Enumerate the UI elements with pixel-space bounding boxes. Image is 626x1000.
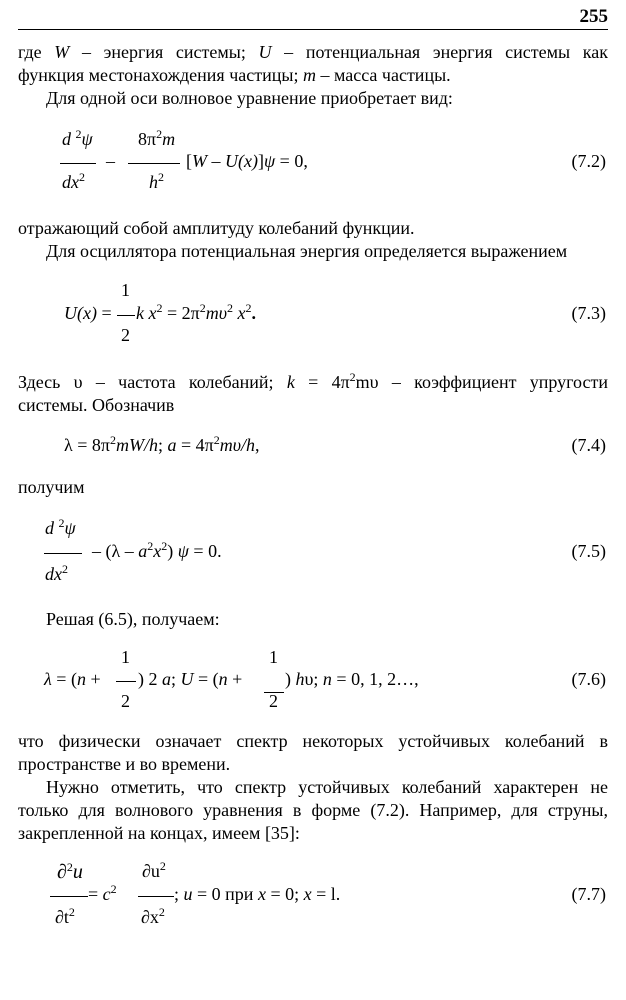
eq72-frac-bar-1 bbox=[60, 163, 96, 164]
eq75-frac-bar bbox=[44, 553, 82, 554]
eq75-num: d $^2$ψ bbox=[45, 516, 76, 538]
paragraph-6: получим bbox=[18, 477, 85, 497]
eq76-frac2-den: 2 bbox=[269, 691, 278, 711]
eq77-den2: $\partial x^2$ bbox=[141, 905, 165, 927]
eq75-den: $dx^2$ bbox=[45, 562, 68, 584]
eq76-part1: λ = (n + bbox=[44, 669, 101, 689]
eq73-frac-bar bbox=[117, 315, 135, 316]
paragraph-8-line-1: что физически означает спектр некоторых устойчивых колебаний в bbox=[18, 731, 608, 751]
eq72-num2: $8\pi^2m$ bbox=[138, 127, 176, 149]
eq72-den1: $dx^2$ bbox=[62, 170, 85, 192]
eq72-minus: – bbox=[106, 151, 115, 171]
eq76-frac1-num: 1 bbox=[121, 647, 130, 667]
eq76-frac2-num: 1 bbox=[269, 647, 278, 667]
paragraph-9-line-2: только для волнового уравнения в форме (7.2). Например, для струны, bbox=[18, 800, 608, 820]
paragraph-9-line-1: Нужно отметить, что спектр устойчивых колебаний характерен не bbox=[46, 777, 608, 797]
eq76-frac1-bar bbox=[116, 681, 136, 682]
eq76-part2: ) 2 a; U = (n + bbox=[138, 669, 243, 689]
paragraph-8-line-2: пространстве и во времени. bbox=[18, 754, 231, 774]
eq77-rhs: ; u = 0 при x = 0; x = l. bbox=[174, 884, 341, 904]
paragraph-2: Для одной оси волновое уравнение приобретает вид: bbox=[46, 88, 453, 108]
paragraph-3: отражающий собой амплитуду колебаний функции. bbox=[18, 218, 415, 238]
eq77-num1: ∂$^2$u bbox=[57, 860, 83, 883]
paragraph-1-line-1: где W – энергия системы; U – потенциальная энергия системы как bbox=[18, 42, 608, 62]
eq74-text: $\lambda = 8\pi^2mW/h$; $a = 4\pi^2m\upsilon/h$, bbox=[64, 433, 260, 455]
page-number: 255 bbox=[579, 6, 608, 27]
eq72-rhs: [W – U(x)]ψ = 0, bbox=[186, 151, 308, 171]
equation-label-7-4: (7.4) bbox=[571, 435, 606, 455]
eq77-frac-bar-1 bbox=[50, 896, 88, 897]
eq77-num2: $\partial u^2$ bbox=[142, 859, 166, 881]
eq77-den1: $\partial t^2$ bbox=[55, 905, 75, 927]
equation-label-7-6: (7.6) bbox=[571, 669, 606, 689]
eq72-frac-bar-2 bbox=[128, 163, 180, 164]
eq77-frac-bar-2 bbox=[138, 896, 174, 897]
eq76-frac1-den: 2 bbox=[121, 691, 130, 711]
eq75-rhs: – $(\lambda - a^2x^2)$ ψ = 0. bbox=[92, 539, 222, 561]
paragraph-5-line-2: системы. Обозначив bbox=[18, 395, 175, 415]
paragraph-7: Решая (6.5), получаем: bbox=[46, 609, 220, 629]
eq73-rhs: k $x^2 = 2\pi^2m\upsilon^2$ $x^2$. bbox=[136, 301, 256, 323]
eq77-mid: = $c^2$ bbox=[88, 882, 117, 904]
paragraph-4: Для осциллятора потенциальная энергия определяется выражением bbox=[46, 241, 568, 261]
eq72-den2: $h^2$ bbox=[149, 170, 164, 192]
eq76-part3: ) hυ; n = 0, 1, 2…, bbox=[285, 669, 419, 689]
eq73-lhs: U(x) = bbox=[64, 303, 112, 323]
paragraph-5-line-1: Здесь υ – частота колебаний; $k = 4\pi^2m\upsilon$ – коэффициент упругости bbox=[18, 370, 608, 392]
eq72-num1: d $^2$ψ bbox=[62, 127, 93, 149]
header-rule bbox=[18, 29, 608, 30]
eq73-frac-den: 2 bbox=[121, 325, 130, 345]
eq73-frac-num: 1 bbox=[121, 280, 130, 300]
paragraph-9-line-3: закрепленной на концах, имеем [35]: bbox=[18, 823, 300, 843]
equation-label-7-7: (7.7) bbox=[571, 884, 606, 904]
equation-label-7-2: (7.2) bbox=[571, 151, 606, 171]
equation-label-7-5: (7.5) bbox=[571, 541, 606, 561]
equation-label-7-3: (7.3) bbox=[571, 303, 606, 323]
paragraph-1-line-2: функция местонахождения частицы; m – масса частицы. bbox=[18, 65, 451, 85]
